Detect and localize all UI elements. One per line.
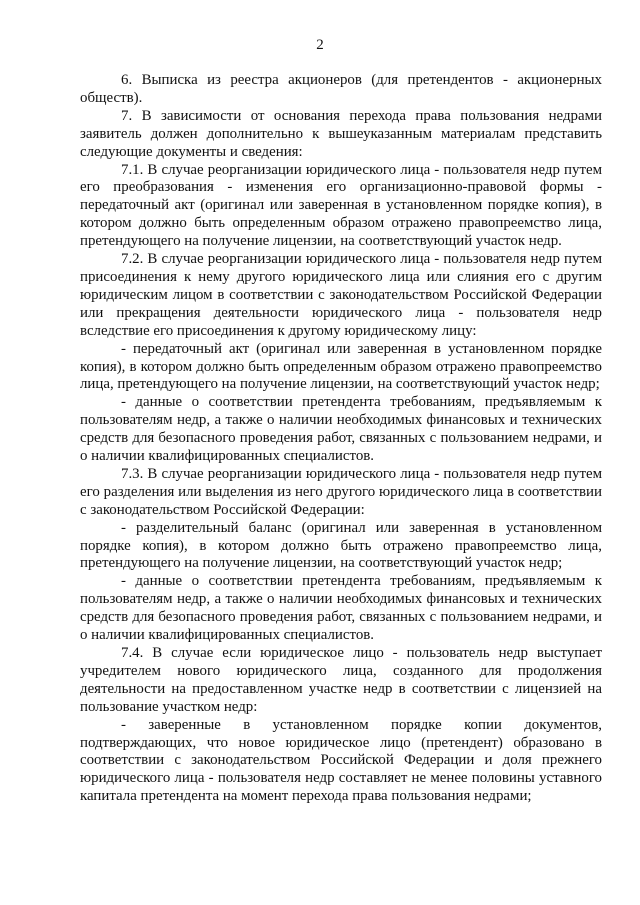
paragraph-7-2-item-2: - данные о соответствии претендента требованиям, предъявляемым к пользователям недр, а также о наличии необходимых финансовых и технических средств для безопасного проведения работ, связанных с пользованием недрами, и о наличии квалифицированных специалистов. <box>80 394 602 465</box>
paragraph-7-4-item-1: - заверенные в установленном порядке копии документов, подтверждающих, что новое юридическое лицо (претендент) образовано в соответствии с законодательством Российской Федерации и доля прежнего юридического лица - пользователя недр составляет не менее половины уставного капитала претендента на момент перехода права пользования недрами; <box>80 716 602 805</box>
paragraph-7-3-item-1: - разделительный баланс (оригинал или заверенная в установленном порядке копия), в котором должно быть отражено правопреемство лица, претендующего на получение лицензии, на соответствующий участок недр; <box>80 519 602 572</box>
paragraph-7-3: 7.3. В случае реорганизации юридического лица - пользователя недр путем его разделения или выделения из него другого юридического лица в соответствии с законодательством Российской Федерации: <box>80 465 602 518</box>
paragraph-7-4: 7.4. В случае если юридическое лицо - пользователь недр выступает учредителем нового юридического лица, созданного для продолжения деятельности на предоставленном участке недр в соответствии с лицензией на пользование участком недр: <box>80 645 602 715</box>
page-number: 2 <box>316 37 324 53</box>
paragraph-7: 7. В зависимости от основания перехода права пользования недрами заявитель должен дополнительно к вышеуказанным материалам представить следующие документы и сведения: <box>80 107 602 160</box>
document-body <box>80 72 602 806</box>
paragraph-7-2-item-1: - передаточный акт (оригинал или заверенная в установленном порядке копия), в котором должно быть определенным образом отражено правопреемство лица, претендующего на получение лицензии, на соответствующий участок недр; <box>80 340 602 393</box>
paragraph-7-3-item-2: - данные о соответствии претендента требованиям, предъявляемым к пользователям недр, а также о наличии необходимых финансовых и технических средств для безопасного проведения работ, связанных с пользованием недрами, и о наличии квалифицированных специалистов. <box>80 573 602 644</box>
paragraph-7-1: 7.1. В случае реорганизации юридического лица - пользователя недр путем его преобразования - изменения его организационно-правовой формы - передаточный акт (оригинал или заверенная в установленном порядке копия), в котором должно быть определенным образом отражено правопреемство лица, претендующего на получение лицензии, на соответствующий участок недр. <box>80 161 602 250</box>
paragraph-6: 6. Выписка из реестра акционеров (для претендентов - акционерных обществ). <box>80 72 602 106</box>
paragraph-7-2: 7.2. В случае реорганизации юридического лица - пользователя недр путем присоединения к нему другого юридического лица или слияния его с другим юридическим лицом в соответствии с законодательством Российской Федерации или прекращения деятельности юридического лица - пользователя недр вследствие его присоединения к другому юридическому лицу: <box>80 251 602 339</box>
